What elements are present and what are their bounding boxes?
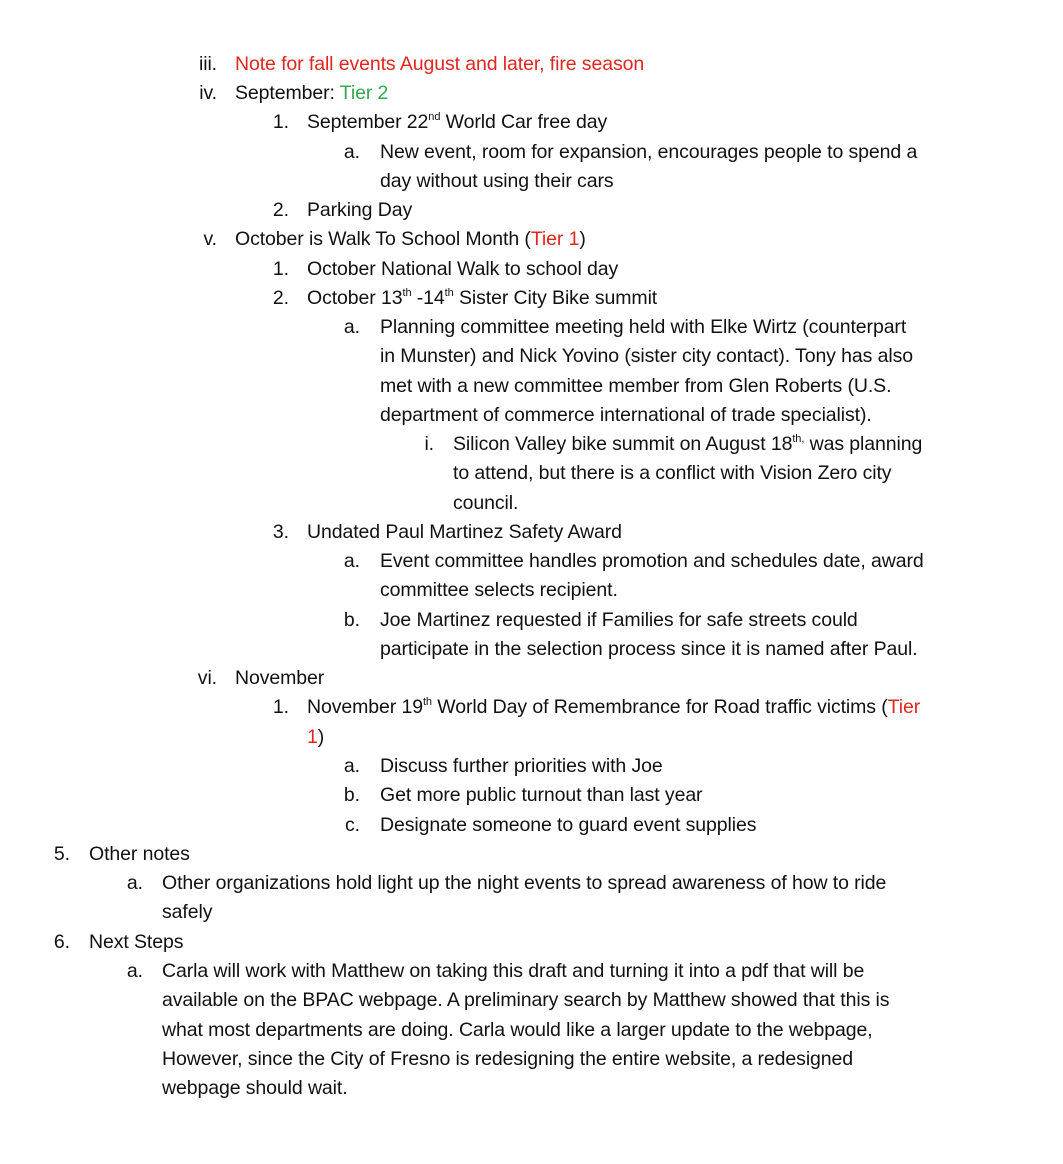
- tier-1-label: Tier 1: [530, 228, 580, 250]
- november-heading: November: [235, 667, 325, 689]
- item-marker: a.: [126, 872, 143, 894]
- item-iv-september: [0, 79, 1063, 108]
- detail-line: Discuss further priorities with Joe: [380, 755, 663, 777]
- date-text: September 22: [307, 111, 429, 133]
- detail-line: department of commerce international of trade specialist).: [380, 404, 872, 426]
- remembrance-day-text: [307, 693, 920, 722]
- safety-award-text: Undated Paul Martinez Safety Award: [307, 521, 622, 543]
- sister-city-bike-summit: [0, 284, 1063, 313]
- light-up-the-night-note-cont: [0, 898, 1063, 927]
- item-marker: a.: [343, 141, 360, 163]
- fire-season-note: Note for fall events August and later, fire season: [235, 53, 645, 75]
- silicon-valley-summit-cont: [0, 459, 1063, 488]
- october-label: October is Walk To School Month (: [235, 228, 531, 250]
- item-marker: vi.: [197, 667, 217, 689]
- item-marker: b.: [343, 784, 360, 806]
- detail-line: Carla will work with Matthew on taking this draft and turning it into a pdf that will be: [162, 960, 865, 982]
- closing-paren: ): [317, 726, 325, 748]
- section-next-steps: [0, 928, 1063, 957]
- pdf-draft-note: [0, 957, 1063, 986]
- joe-martinez-request: [0, 606, 1063, 635]
- detail-text: was planning: [804, 433, 923, 455]
- pdf-draft-note-cont: [0, 1045, 1063, 1074]
- ordinal-suffix: th: [422, 696, 432, 708]
- walk-to-school-day: [0, 255, 1063, 284]
- item-marker: b.: [343, 609, 360, 631]
- closing-paren: ): [579, 228, 586, 250]
- item-marker: v.: [203, 228, 217, 250]
- event-committee-note: [0, 547, 1063, 576]
- item-marker: iii.: [198, 53, 217, 75]
- planning-committee-note: [0, 313, 1063, 342]
- date-range-end: -14: [411, 287, 445, 309]
- item-marker: 2.: [272, 199, 289, 221]
- section-other-notes: [0, 840, 1063, 869]
- item-iii: [0, 50, 1063, 79]
- item-marker: a.: [343, 550, 360, 572]
- detail-line: Joe Martinez requested if Families for safe streets could: [380, 609, 858, 631]
- item-marker: 2.: [272, 287, 289, 309]
- item-marker: 1.: [272, 258, 289, 280]
- guard-supplies: [0, 811, 1063, 840]
- detail-line: council.: [453, 492, 519, 514]
- detail-text: Silicon Valley bike summit on August 18: [453, 433, 793, 455]
- tier-number: 1: [307, 726, 318, 748]
- item-v-october: [0, 225, 1063, 254]
- world-car-free-day-text: [307, 108, 607, 137]
- detail-line: participate in the selection process since it is named after Paul.: [380, 638, 918, 660]
- item-marker: a.: [126, 960, 143, 982]
- ordinal-suffix: th: [444, 287, 454, 299]
- detail-line: to attend, but there is a conflict with Vision Zero city: [453, 462, 892, 484]
- item-marker: 3.: [272, 521, 289, 543]
- detail-line: what most departments are doing. Carla would like a larger update to the webpage,: [162, 1019, 873, 1041]
- detail-line: Event committee handles promotion and schedules date, award: [380, 550, 924, 572]
- item-marker: 1.: [272, 696, 289, 718]
- section-marker: 6.: [53, 931, 70, 953]
- event-name: World Day of Remembrance for Road traffic victims (: [431, 696, 888, 718]
- detail-line: Designate someone to guard event supplies: [380, 814, 757, 836]
- detail-line: day without using their cars: [380, 170, 614, 192]
- section-marker: 5.: [53, 843, 70, 865]
- date-text: November 19: [307, 696, 423, 718]
- tier-continuation: [307, 723, 324, 752]
- item-marker: a.: [343, 755, 360, 777]
- pdf-draft-note-cont: [0, 1016, 1063, 1045]
- detail-line: met with a new committee member from Glen Roberts (U.S.: [380, 375, 892, 397]
- silicon-valley-summit-text: [453, 430, 922, 459]
- discuss-priorities: [0, 752, 1063, 781]
- item-marker: a.: [343, 316, 360, 338]
- light-up-the-night-note: [0, 869, 1063, 898]
- safety-award: [0, 518, 1063, 547]
- parking-day-text: Parking Day: [307, 199, 413, 221]
- ordinal-suffix: nd: [428, 111, 441, 123]
- october-heading: [235, 225, 586, 254]
- item-marker: iv.: [199, 82, 217, 104]
- car-free-day-detail: [0, 138, 1063, 167]
- pdf-draft-note-cont: [0, 986, 1063, 1015]
- remembrance-day: [0, 693, 1063, 722]
- detail-line: safely: [162, 901, 213, 923]
- planning-committee-note-cont: [0, 401, 1063, 430]
- parking-day: [0, 196, 1063, 225]
- event-name: Sister City Bike summit: [453, 287, 658, 309]
- tier-2-label: Tier 2: [339, 82, 389, 104]
- world-car-free-day: [0, 108, 1063, 137]
- tier-label: Tier: [887, 696, 921, 718]
- september-heading: [235, 79, 388, 108]
- item-vi-november: [0, 664, 1063, 693]
- detail-line: committee selects recipient.: [380, 579, 618, 601]
- date-text: October 13: [307, 287, 403, 309]
- item-marker: i.: [424, 433, 434, 455]
- car-free-day-detail-cont: [0, 167, 1063, 196]
- event-committee-note-cont: [0, 576, 1063, 605]
- detail-line: Planning committee meeting held with Elke Wirtz (counterpart: [380, 316, 907, 338]
- section-title: Next Steps: [89, 931, 184, 953]
- planning-committee-note-cont: [0, 342, 1063, 371]
- public-turnout: [0, 781, 1063, 810]
- ordinal-suffix: th,: [792, 433, 805, 445]
- detail-line: in Munster) and Nick Yovino (sister city contact). Tony has also: [380, 345, 913, 367]
- planning-committee-note-cont: [0, 372, 1063, 401]
- joe-martinez-request-cont: [0, 635, 1063, 664]
- sister-city-summit-text: [307, 284, 657, 313]
- detail-line: New event, room for expansion, encourages people to spend a: [380, 141, 918, 163]
- september-label: September:: [235, 82, 340, 104]
- detail-line: Other organizations hold light up the night events to spread awareness of how to ride: [162, 872, 887, 894]
- silicon-valley-summit-cont: [0, 489, 1063, 518]
- detail-line: Get more public turnout than last year: [380, 784, 703, 806]
- detail-line: However, since the City of Fresno is redesigning the entire website, a redesigned: [162, 1048, 854, 1070]
- walk-to-school-day-text: October National Walk to school day: [307, 258, 619, 280]
- detail-line: available on the BPAC webpage. A preliminary search by Matthew showed that this is: [162, 989, 890, 1011]
- silicon-valley-summit: [0, 430, 1063, 459]
- item-marker: 1.: [272, 111, 289, 133]
- section-title: Other notes: [89, 843, 190, 865]
- ordinal-suffix: th: [402, 287, 412, 299]
- pdf-draft-note-cont: [0, 1074, 1063, 1103]
- detail-line: webpage should wait.: [162, 1077, 348, 1099]
- event-name: World Car free day: [440, 111, 608, 133]
- remembrance-day-cont: [0, 723, 1063, 752]
- item-marker: c.: [345, 814, 360, 836]
